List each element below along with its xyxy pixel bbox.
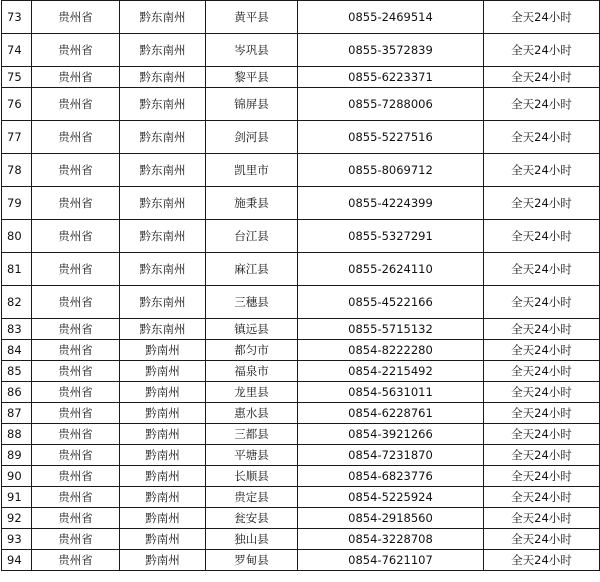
cell-phone: 0854-8222280: [298, 340, 484, 361]
cell-phone: 0854-7231870: [298, 445, 484, 466]
cell-hours: 全天24小时: [484, 529, 600, 550]
cell-province: 贵州省: [32, 34, 120, 67]
table-row: [2, 220, 600, 253]
cell-phone: 0855-4522166: [298, 286, 484, 319]
cell-province: 贵州省: [32, 340, 120, 361]
cell-phone: 0855-3572839: [298, 34, 484, 67]
cell-prefecture: 黔东南州: [120, 286, 206, 319]
cell-province: 贵州省: [32, 403, 120, 424]
cell-province: 贵州省: [32, 529, 120, 550]
cell-number: 76: [2, 88, 32, 121]
cell-province: 贵州省: [32, 550, 120, 571]
cell-phone: 0855-2469514: [298, 1, 484, 34]
cell-hours: 全天24小时: [484, 550, 600, 571]
cell-county: 都匀市: [206, 340, 298, 361]
cell-number: 79: [2, 187, 32, 220]
cell-number: 81: [2, 253, 32, 286]
cell-province: 贵州省: [32, 487, 120, 508]
cell-hours: 全天24小时: [484, 187, 600, 220]
cell-county: 镇远县: [206, 319, 298, 340]
table-row: [2, 445, 600, 466]
cell-prefecture: 黔南州: [120, 361, 206, 382]
hotline-table: [1, 0, 600, 571]
table-row: [2, 466, 600, 487]
cell-phone: 0854-2215492: [298, 361, 484, 382]
cell-phone: 0854-2918560: [298, 508, 484, 529]
cell-prefecture: 黔南州: [120, 466, 206, 487]
cell-hours: 全天24小时: [484, 121, 600, 154]
cell-province: 贵州省: [32, 382, 120, 403]
cell-county: 剑河县: [206, 121, 298, 154]
cell-hours: 全天24小时: [484, 361, 600, 382]
table-row: [2, 253, 600, 286]
cell-county: 三穗县: [206, 286, 298, 319]
cell-hours: 全天24小时: [484, 154, 600, 187]
cell-hours: 全天24小时: [484, 403, 600, 424]
cell-county: 施秉县: [206, 187, 298, 220]
cell-phone: 0854-7621107: [298, 550, 484, 571]
cell-number: 73: [2, 1, 32, 34]
cell-number: 87: [2, 403, 32, 424]
cell-phone: 0855-6223371: [298, 67, 484, 88]
table-row: [2, 286, 600, 319]
cell-phone: 0855-7288006: [298, 88, 484, 121]
cell-prefecture: 黔南州: [120, 403, 206, 424]
table-row: [2, 508, 600, 529]
cell-county: 黎平县: [206, 67, 298, 88]
cell-county: 福泉市: [206, 361, 298, 382]
cell-hours: 全天24小时: [484, 286, 600, 319]
cell-province: 贵州省: [32, 1, 120, 34]
cell-number: 80: [2, 220, 32, 253]
cell-hours: 全天24小时: [484, 1, 600, 34]
cell-county: 罗甸县: [206, 550, 298, 571]
cell-number: 92: [2, 508, 32, 529]
cell-province: 贵州省: [32, 286, 120, 319]
cell-phone: 0855-2624110: [298, 253, 484, 286]
table-row: [2, 382, 600, 403]
cell-county: 台江县: [206, 220, 298, 253]
cell-hours: 全天24小时: [484, 424, 600, 445]
cell-number: 84: [2, 340, 32, 361]
cell-hours: 全天24小时: [484, 220, 600, 253]
cell-prefecture: 黔东南州: [120, 121, 206, 154]
cell-county: 三都县: [206, 424, 298, 445]
cell-hours: 全天24小时: [484, 319, 600, 340]
cell-hours: 全天24小时: [484, 508, 600, 529]
cell-phone: 0855-8069712: [298, 154, 484, 187]
cell-province: 贵州省: [32, 508, 120, 529]
cell-prefecture: 黔南州: [120, 487, 206, 508]
cell-number: 90: [2, 466, 32, 487]
cell-phone: 0854-6823776: [298, 466, 484, 487]
cell-prefecture: 黔东南州: [120, 67, 206, 88]
cell-province: 贵州省: [32, 361, 120, 382]
cell-hours: 全天24小时: [484, 88, 600, 121]
cell-prefecture: 黔东南州: [120, 34, 206, 67]
table-row: [2, 529, 600, 550]
cell-prefecture: 黔南州: [120, 340, 206, 361]
table-row: [2, 487, 600, 508]
cell-province: 贵州省: [32, 424, 120, 445]
table-row: [2, 121, 600, 154]
cell-county: 凯里市: [206, 154, 298, 187]
cell-prefecture: 黔南州: [120, 529, 206, 550]
cell-phone: 0855-4224399: [298, 187, 484, 220]
table-row: [2, 1, 600, 34]
cell-number: 78: [2, 154, 32, 187]
cell-province: 贵州省: [32, 220, 120, 253]
cell-number: 74: [2, 34, 32, 67]
table-row: [2, 88, 600, 121]
cell-prefecture: 黔东南州: [120, 1, 206, 34]
table-row: [2, 67, 600, 88]
cell-number: 88: [2, 424, 32, 445]
cell-phone: 0855-5327291: [298, 220, 484, 253]
cell-province: 贵州省: [32, 466, 120, 487]
cell-prefecture: 黔东南州: [120, 253, 206, 286]
cell-county: 岑巩县: [206, 34, 298, 67]
cell-county: 独山县: [206, 529, 298, 550]
cell-number: 93: [2, 529, 32, 550]
cell-hours: 全天24小时: [484, 382, 600, 403]
cell-hours: 全天24小时: [484, 445, 600, 466]
cell-hours: 全天24小时: [484, 466, 600, 487]
cell-hours: 全天24小时: [484, 487, 600, 508]
cell-number: 89: [2, 445, 32, 466]
cell-province: 贵州省: [32, 319, 120, 340]
cell-number: 75: [2, 67, 32, 88]
cell-county: 锦屏县: [206, 88, 298, 121]
cell-number: 85: [2, 361, 32, 382]
cell-prefecture: 黔南州: [120, 445, 206, 466]
cell-prefecture: 黔东南州: [120, 154, 206, 187]
cell-prefecture: 黔东南州: [120, 220, 206, 253]
cell-county: 惠水县: [206, 403, 298, 424]
table-row: [2, 403, 600, 424]
table-row: [2, 34, 600, 67]
cell-county: 长顺县: [206, 466, 298, 487]
cell-prefecture: 黔东南州: [120, 187, 206, 220]
cell-hours: 全天24小时: [484, 340, 600, 361]
cell-number: 82: [2, 286, 32, 319]
cell-prefecture: 黔东南州: [120, 88, 206, 121]
cell-phone: 0855-5227516: [298, 121, 484, 154]
cell-number: 77: [2, 121, 32, 154]
cell-county: 龙里县: [206, 382, 298, 403]
cell-prefecture: 黔南州: [120, 550, 206, 571]
cell-province: 贵州省: [32, 121, 120, 154]
table-row: [2, 187, 600, 220]
table-row: [2, 550, 600, 571]
cell-province: 贵州省: [32, 445, 120, 466]
cell-phone: 0855-5715132: [298, 319, 484, 340]
cell-phone: 0854-3921266: [298, 424, 484, 445]
cell-province: 贵州省: [32, 88, 120, 121]
table-row: [2, 154, 600, 187]
table-row: [2, 424, 600, 445]
cell-number: 91: [2, 487, 32, 508]
cell-phone: 0854-3228708: [298, 529, 484, 550]
cell-county: 平塘县: [206, 445, 298, 466]
cell-province: 贵州省: [32, 67, 120, 88]
cell-hours: 全天24小时: [484, 67, 600, 88]
cell-hours: 全天24小时: [484, 34, 600, 67]
cell-province: 贵州省: [32, 154, 120, 187]
cell-prefecture: 黔南州: [120, 424, 206, 445]
cell-prefecture: 黔东南州: [120, 319, 206, 340]
cell-phone: 0854-5225924: [298, 487, 484, 508]
cell-county: 麻江县: [206, 253, 298, 286]
cell-prefecture: 黔南州: [120, 382, 206, 403]
table-row: [2, 361, 600, 382]
cell-hours: 全天24小时: [484, 253, 600, 286]
cell-number: 86: [2, 382, 32, 403]
table-row: [2, 319, 600, 340]
cell-phone: 0854-5631011: [298, 382, 484, 403]
cell-number: 94: [2, 550, 32, 571]
cell-county: 贵定县: [206, 487, 298, 508]
table-body: [2, 1, 600, 571]
cell-number: 83: [2, 319, 32, 340]
cell-province: 贵州省: [32, 253, 120, 286]
cell-province: 贵州省: [32, 187, 120, 220]
cell-county: 黄平县: [206, 1, 298, 34]
cell-county: 瓮安县: [206, 508, 298, 529]
cell-phone: 0854-6228761: [298, 403, 484, 424]
table-row: [2, 340, 600, 361]
cell-prefecture: 黔南州: [120, 508, 206, 529]
